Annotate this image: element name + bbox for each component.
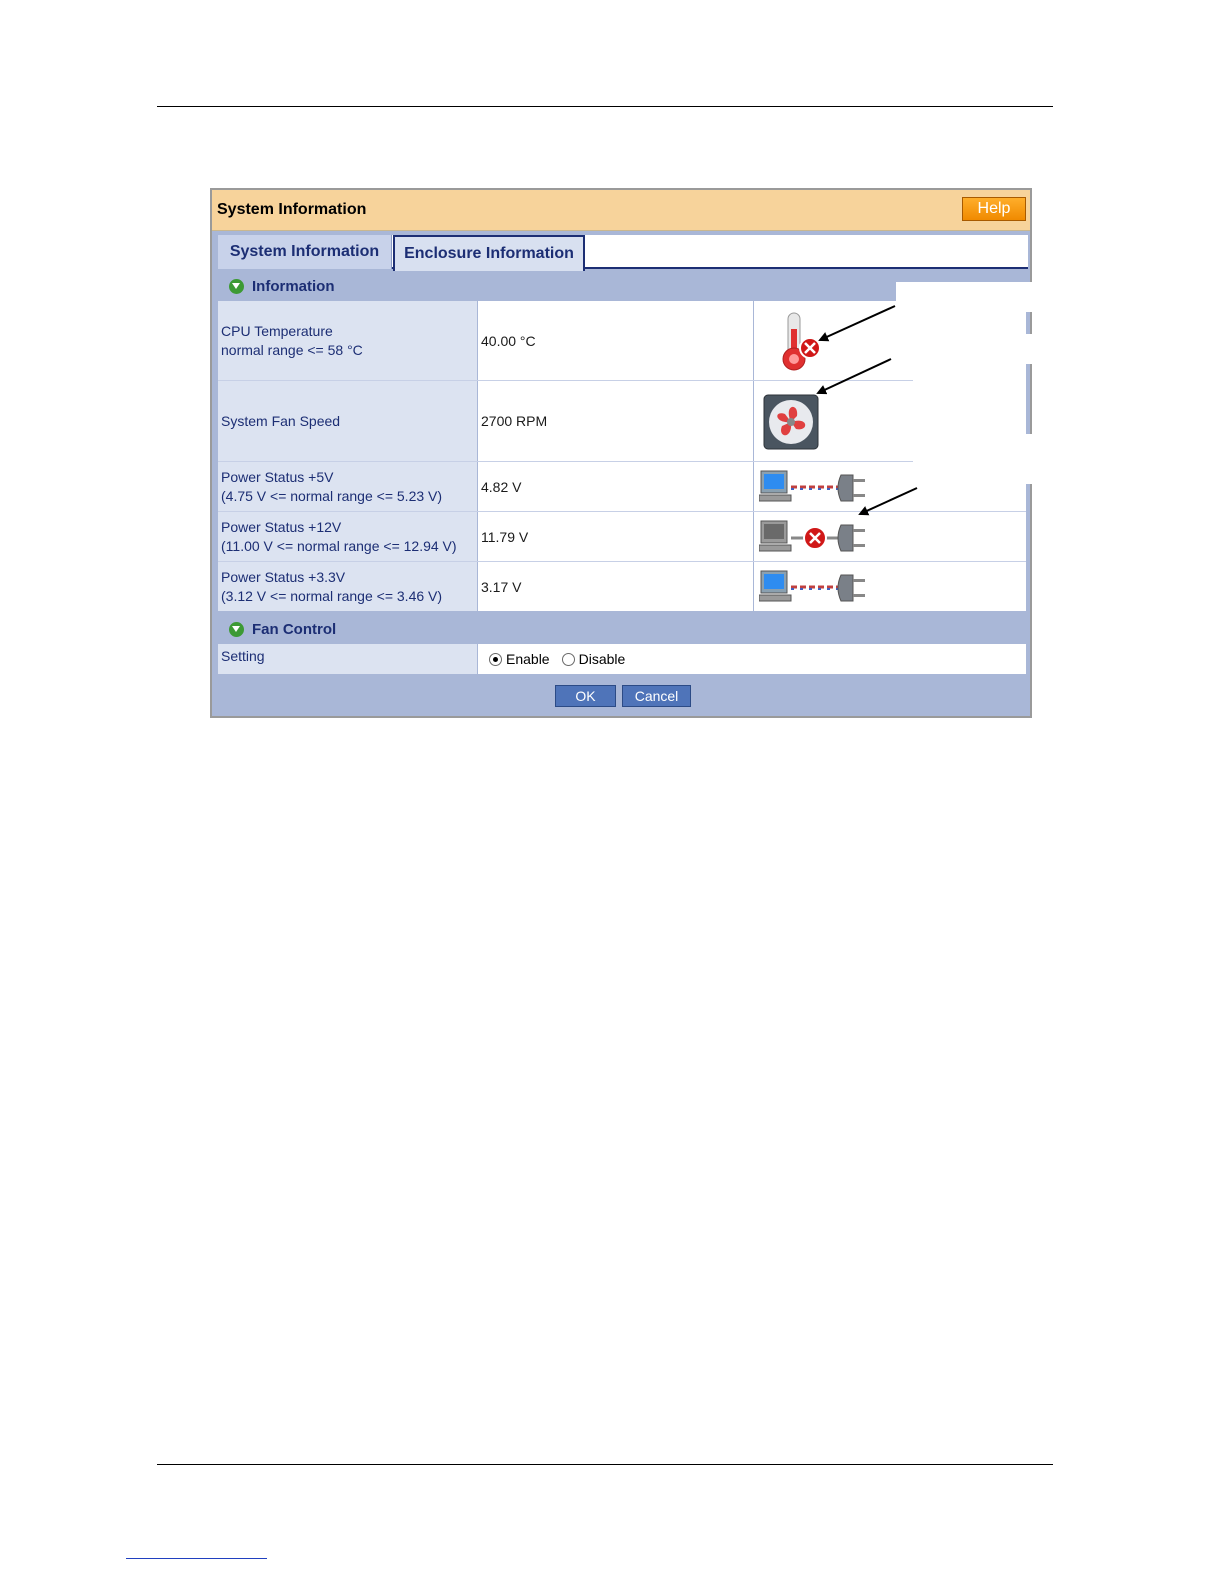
callout-arrow xyxy=(820,306,895,340)
section-information-label: Information xyxy=(252,278,335,295)
fan-speed-label: System Fan Speed xyxy=(221,412,341,429)
cpu-temperature-value: 40.00 °C xyxy=(478,301,753,380)
power-12v-value: 11.79 V xyxy=(478,512,753,561)
cpu-temperature-label: CPU Temperature xyxy=(221,322,333,339)
window-title: System Information xyxy=(217,201,367,218)
power-5v-label: Power Status +5V xyxy=(221,468,334,485)
enable-radio-label: Enable xyxy=(506,651,550,667)
tab-enclosure-information[interactable]: Enclosure Information xyxy=(393,235,585,271)
cancel-button[interactable]: Cancel xyxy=(622,685,691,707)
disable-radio-label: Disable xyxy=(578,651,626,667)
cpu-temperature-range: normal range <= 58 °C xyxy=(221,341,363,358)
power-3v3-label: Power Status +3.3V xyxy=(221,568,346,585)
tab-system-information[interactable]: System Information xyxy=(218,235,392,269)
power-5v-range: (4.75 V <= normal range <= 5.23 V) xyxy=(221,487,443,504)
footer-rule xyxy=(157,1464,1053,1465)
callout-arrow xyxy=(860,488,917,514)
section-fan-control-label: Fan Control xyxy=(252,621,337,638)
power-12v-range: (11.00 V <= normal range <= 12.94 V) xyxy=(221,537,457,554)
fan-setting-label: Setting xyxy=(218,644,477,674)
callout-arrow xyxy=(818,359,891,393)
power-5v-value: 4.82 V xyxy=(478,462,753,511)
fan-speed-value: 2700 RPM xyxy=(478,381,753,461)
power-3v3-range: (3.12 V <= normal range <= 3.46 V) xyxy=(221,587,443,604)
ok-button[interactable]: OK xyxy=(555,685,616,707)
help-button[interactable]: Help xyxy=(962,197,1026,221)
footer-link-underline xyxy=(126,1558,267,1559)
power-3v3-value: 3.17 V xyxy=(478,562,753,611)
power-12v-label: Power Status +12V xyxy=(221,518,342,535)
